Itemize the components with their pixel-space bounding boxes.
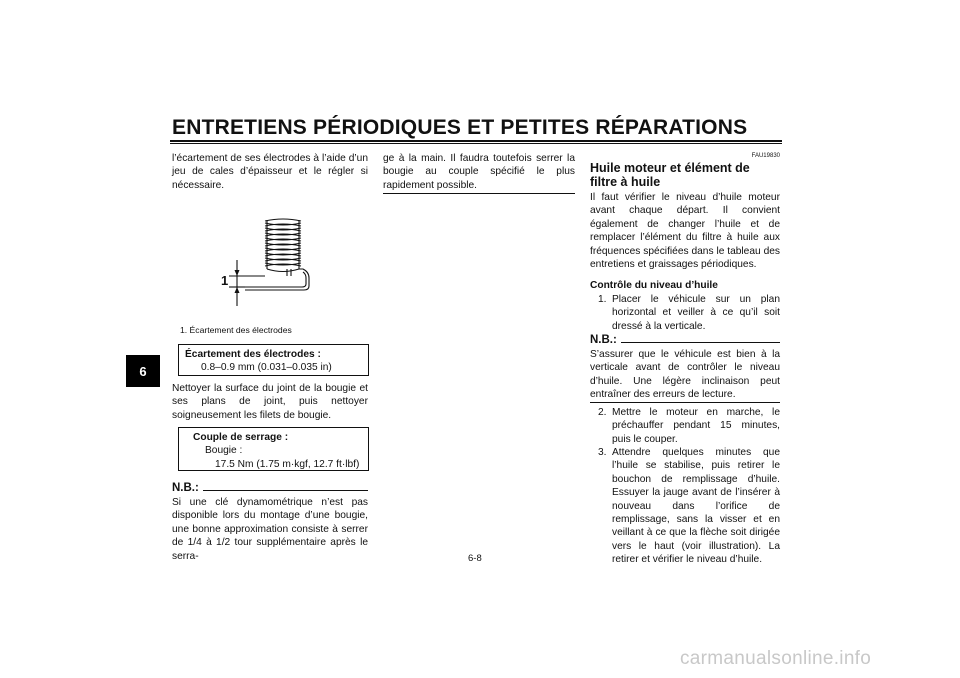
col1-nb-header (172, 482, 368, 494)
nb-rule (203, 490, 368, 491)
torque-spec-item: Bougie : (205, 445, 243, 457)
step-2-text: Mettre le moteur en marche, le préchauffer pendant 15 minutes, puis le couper. (612, 407, 780, 445)
torque-spec-value: 17.5 Nm (1.75 m·kgf, 12.7 ft·lbf) (215, 458, 360, 470)
section-heading: Huile moteur et élément de filtre à huile (590, 161, 750, 189)
col3-nb-body (590, 348, 780, 402)
spark-plug-illustration (205, 212, 325, 308)
cleaning-paragraph: Nettoyer la surface du joint de la bougie et ses plans de joint, puis nettoyer soigneusement les filets de bougie. (172, 383, 368, 421)
watermark: carmanualsonline.info (680, 648, 872, 669)
page-title: ENTRETIENS PÉRIODIQUES ET PETITES RÉPARATIONS (172, 116, 748, 139)
step-1-text: Placer le véhicule sur un plan horizontal et veiller à ce qu’il soit dressé à la verticale. (612, 294, 780, 332)
step-2-number: 2. (598, 407, 607, 418)
nb-rule (621, 342, 780, 343)
col1-nb-body (172, 496, 368, 563)
spark-plug-figure (205, 212, 325, 308)
chapter-tab: 6 (126, 355, 160, 387)
step-3-text: Attendre quelques minutes que l’huile se stabilise, puis retirer le bouchon de remplissage d’huile. Essuyer la jauge avant de l’insérer à nouveau dans l’orifice de remplissage, sans la visser et en veillant à ce que la flèche soit dirigée vers le haut (voir illustration). La retirer et vérifier le niveau d’huile. (612, 447, 780, 566)
col2-end-rule (383, 193, 575, 194)
subheading-oil-level: Contrôle du niveau d’huile (590, 280, 718, 291)
col3-intro-block (590, 191, 780, 271)
figure-caption: 1. Écartement des électrodes (180, 325, 292, 335)
nb-label: N.B.: (590, 334, 617, 346)
step-3 (598, 446, 780, 567)
section-code: FAU19830 (751, 153, 780, 159)
torque-spec-box (178, 427, 369, 471)
step-1-number: 1. (598, 294, 607, 305)
nb-label: N.B.: (172, 482, 199, 494)
col3-nb-header (590, 334, 780, 346)
step-2 (598, 406, 780, 446)
intro-paragraph: l’écartement de ses électrodes à l’aide d’un jeu de cales d’épaisseur et le régler si nécessaire. (172, 153, 368, 191)
col1-intro (172, 152, 368, 192)
page-number: 6-8 (468, 553, 482, 564)
figure-callout-1: 1 (221, 273, 229, 288)
nb-text: S’assurer que le véhicule est bien à la verticale avant de contrôler le niveau d’huile. Une légère inclinaison peut entraîner des erreurs de lecture. (590, 349, 780, 401)
section-intro: Il faut vérifier le niveau d’huile moteur avant chaque départ. Il convient également de changer l’huile et de remplacer l’élément du filtre à huile aux fréquences spécifiées dans le tableau des entretiens et graissages périodiques. (590, 192, 780, 271)
step-3-number: 3. (598, 447, 607, 458)
torque-spec-heading: Couple de serrage : (193, 432, 289, 443)
step-1 (598, 293, 780, 333)
col2-paragraph: ge à la main. Il faudra toutefois serrer la bougie au couple spécifié le plus rapidement possible. (383, 153, 575, 191)
electrode-gap-spec-box (178, 344, 369, 376)
col2-text-block (383, 152, 575, 192)
title-rule (170, 140, 782, 144)
col1-cleaning-paragraph (172, 382, 368, 422)
gap-spec-heading: Écartement des électrodes : (185, 349, 321, 360)
col3-nb-end-rule (590, 402, 780, 403)
gap-spec-value: 0.8–0.9 mm (0.031–0.035 in) (201, 362, 332, 374)
nb-text: Si une clé dynamométrique n’est pas disponible lors du montage d’une bougie, une bonne approximation consiste à serrer de 1/4 à 1/2 tour supplémentaire après le serra- (172, 497, 368, 562)
